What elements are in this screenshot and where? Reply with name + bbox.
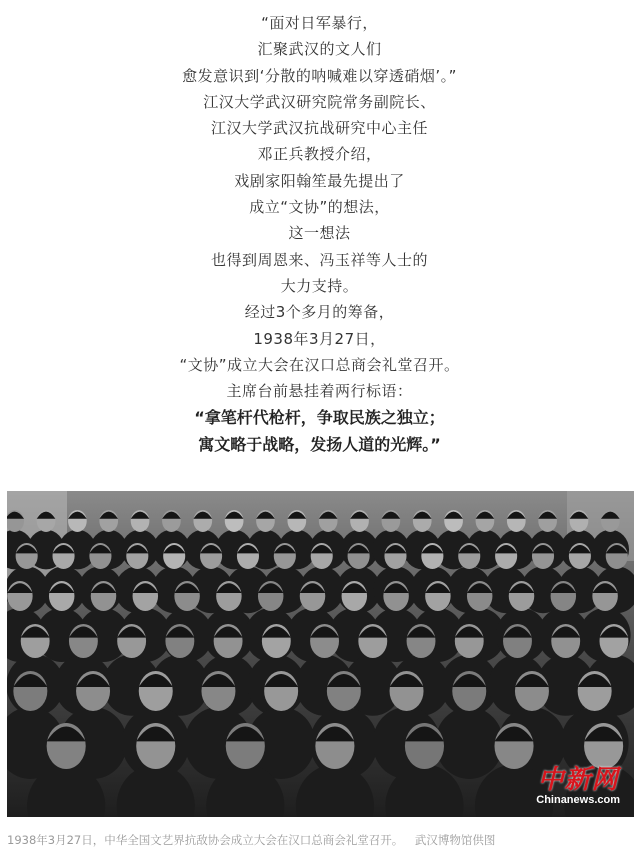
historical-group-photo [7, 491, 634, 817]
text-line: 大力支持。 [280, 276, 359, 295]
text-line: 愈发意识到‘分散的呐喊难以穿透硝烟’。” [182, 66, 457, 85]
article-text [0, 10, 639, 458]
text-line: “面对日军暴行， [261, 14, 378, 32]
slogan-line: 寓文略于战略，发扬人道的光辉。” [198, 435, 441, 455]
photo-caption [7, 832, 637, 848]
text-line: 1938年3月27日， [253, 329, 386, 348]
text-line: 主席台前悬挂着两行标语： [226, 382, 413, 401]
text-line: 邓正兵教授介绍， [257, 145, 382, 164]
caption-credit: 武汉博物馆供图 [414, 833, 496, 847]
text-line: 经过3个多月的筹备， [244, 303, 395, 322]
text-line: 江汉大学武汉研究院常务副院长、 [203, 92, 436, 111]
text-line: 江汉大学武汉抗战研究中心主任 [210, 119, 428, 138]
text-line: 汇聚武汉的文人们 [257, 40, 382, 59]
watermark-site: Chinanews.com [536, 794, 620, 806]
text-line: 戏剧家阳翰笙最先提出了 [234, 171, 405, 190]
watermark-logo: 中新网 [537, 765, 619, 795]
caption-text: 1938年3月27日，中华全国文艺界抗敌协会成立大会在汉口总商会礼堂召开。 [7, 833, 404, 847]
text-line: 也得到周恩来、冯玉祥等人士的 [210, 250, 428, 269]
text-line: 这一想法 [288, 224, 351, 243]
chinanews-watermark [536, 766, 620, 807]
slogan-line: “拿笔杆代枪杆，争取民族之独立； [194, 408, 445, 428]
text-line: “文协”成立大会在汉口总商会礼堂召开。 [179, 355, 460, 374]
text-line: 成立“文协”的想法， [249, 198, 390, 217]
